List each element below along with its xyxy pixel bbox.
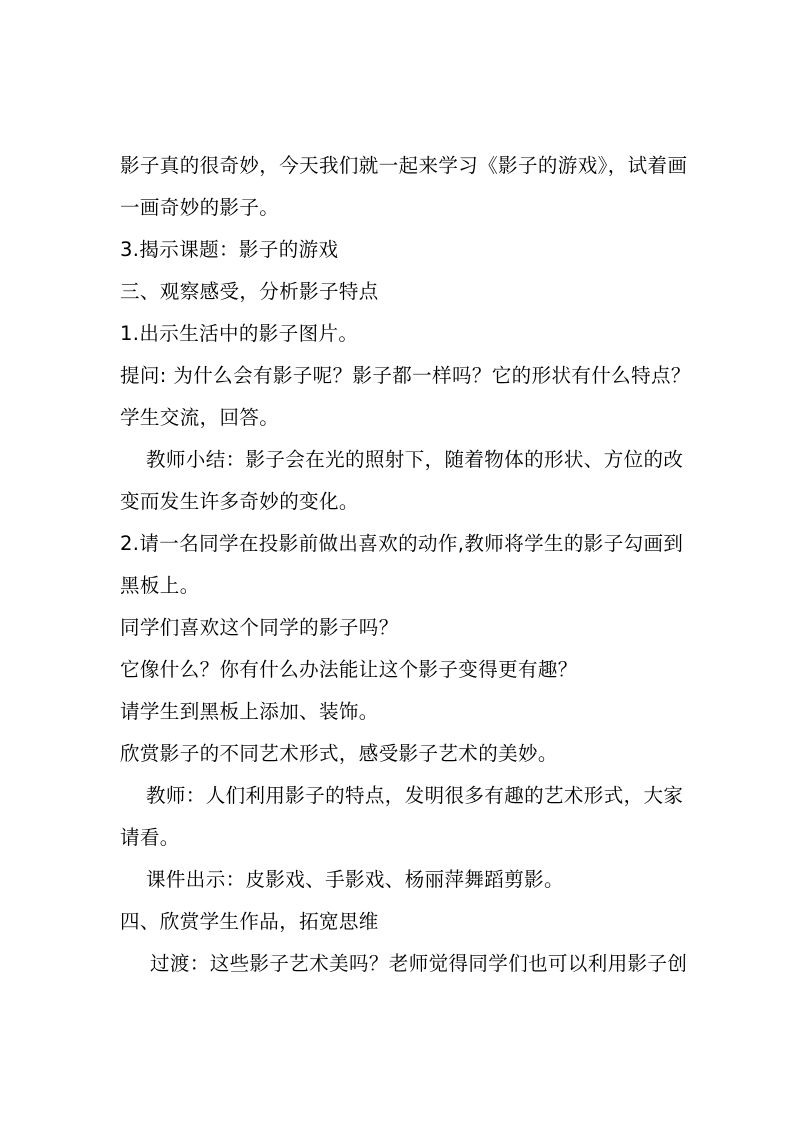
body-line-14: 请学生到黑板上添加、装饰。 <box>120 700 379 723</box>
body-line-15: 欣赏影子的不同艺术形式，感受影子艺术的美妙。 <box>120 742 558 765</box>
body-line-5: 1.出示生活中的影子图片。 <box>120 322 359 345</box>
body-line-8: 教师小结：影子会在光的照射下，随着物体的形状、方位的改 <box>146 448 684 471</box>
body-line-9: 变而发生许多奇妙的变化。 <box>120 490 359 513</box>
body-line-10: 2.请一名同学在投影前做出喜欢的动作,教师将学生的影子勾画到 <box>120 532 684 555</box>
body-line-11: 黑板上。 <box>120 574 200 597</box>
body-line-16: 教师：人们利用影子的特点，发明很多有趣的艺术形式，大家 <box>146 784 684 807</box>
body-line-7: 学生交流，回答。 <box>120 406 280 429</box>
body-line-3: 3.揭示课题：影子的游戏 <box>120 238 339 261</box>
body-line-20: 过渡：这些影子艺术美吗？老师觉得同学们也可以利用影子创 <box>150 952 688 975</box>
body-line-13: 它像什么？你有什么办法能让这个影子变得更有趣？ <box>120 658 578 681</box>
body-line-2: 一画奇妙的影子。 <box>120 196 280 219</box>
body-line-17: 请看。 <box>120 826 180 849</box>
body-line-18: 课件出示：皮影戏、手影戏、杨丽萍舞蹈剪影。 <box>146 868 564 891</box>
section-heading-4: 四、欣赏学生作品，拓宽思维 <box>120 910 379 933</box>
body-line-12: 同学们喜欢这个同学的影子吗？ <box>120 616 399 639</box>
body-line-6: 提问: 为什么会有影子呢？影子都一样吗？它的形状有什么特点？ <box>120 364 691 387</box>
body-line-1: 影子真的很奇妙，今天我们就一起来学习《影子的游戏》，试着画 <box>120 154 688 177</box>
section-heading-3: 三、观察感受，分析影子特点 <box>120 280 379 303</box>
document-body <box>120 145 695 985</box>
